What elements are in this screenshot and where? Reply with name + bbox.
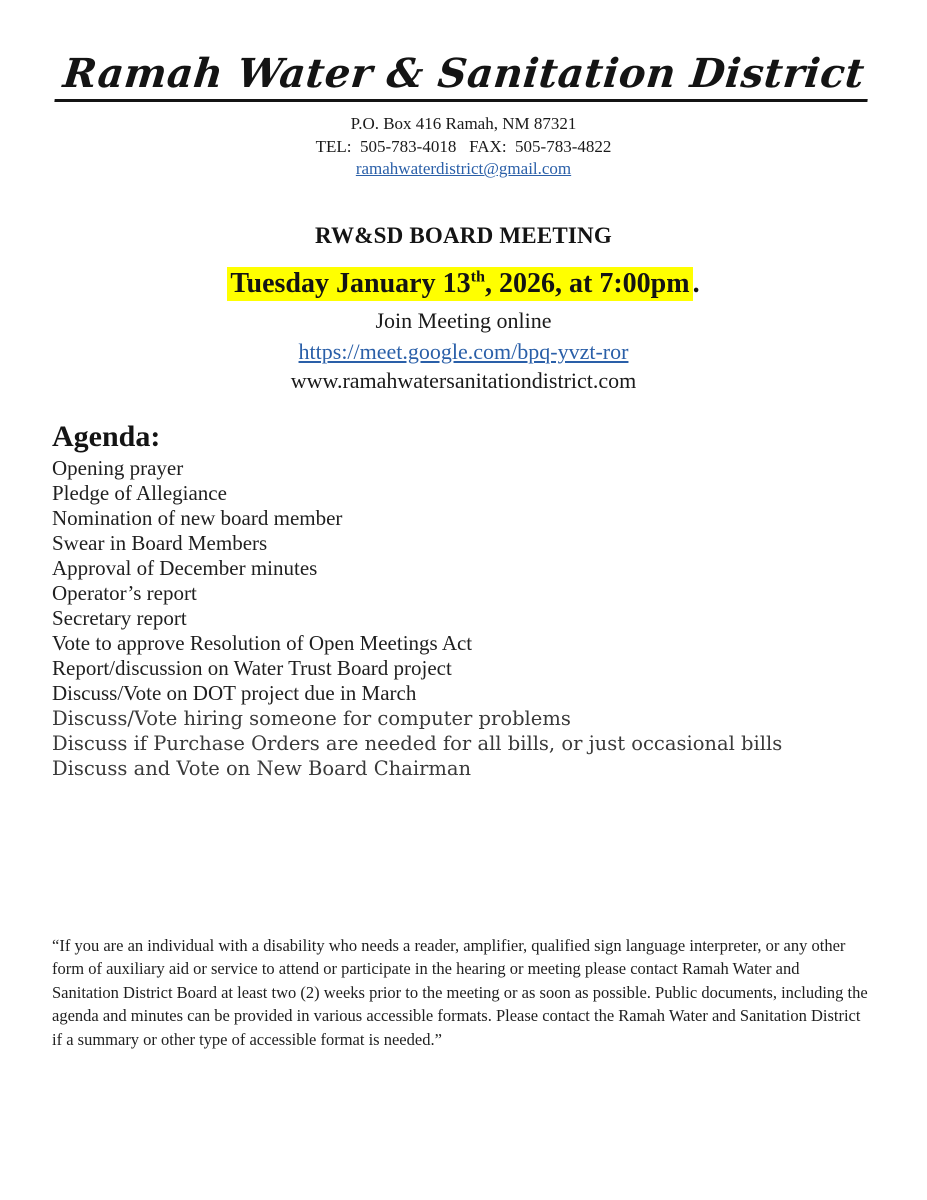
agenda-item: Discuss/Vote on DOT project due in March: [52, 680, 417, 705]
agenda-item: Pledge of Allegiance: [52, 481, 227, 506]
email-link[interactable]: ramahwaterdistrict@gmail.com: [355, 159, 572, 179]
phone-fax-line: TEL: 505-783-4018 FAX: 505-783-4822: [315, 136, 612, 156]
meeting-date-rest: , 2026, at 7:00pm: [485, 268, 690, 300]
organization-title: Ramah Water & Sanitation District: [54, 52, 872, 102]
agenda-item: Swear in Board Members: [52, 531, 268, 556]
agenda-item: Discuss and Vote on New Board Chairman: [52, 757, 472, 781]
meeting-date-period: .: [692, 268, 700, 300]
website-url: www.ramahwatersanitationdistrict.com: [290, 367, 637, 393]
meeting-title: RW&SD BOARD MEETING: [315, 223, 612, 249]
meeting-date-text: Tuesday January 13: [230, 268, 471, 300]
meeting-date-ordinal: th: [470, 267, 486, 286]
agenda-list: [52, 456, 927, 781]
agenda-item: Discuss/Vote hiring someone for computer problems: [52, 706, 571, 730]
email-line: [0, 158, 927, 181]
google-meet-link[interactable]: https://meet.google.com/bpq-yvzt-ror: [298, 338, 629, 364]
accessibility-notice: “If you are an individual with a disability who needs a reader, amplifier, qualified sign language interpreter, or any other form of auxiliary aid or service to attend or participate in the hearing or meeting please contact Ramah Water and Sanitation District Board at least two (2) weeks prior to the meeting or as soon as possible. Public documents, including the agenda and minutes can be provided in various accessible formats. Please contact the Ramah Water and Sanitation District if a summary or other type of accessible format is needed.”: [52, 936, 868, 1049]
agenda-item: Opening prayer: [52, 456, 184, 481]
agenda-section: [0, 420, 927, 782]
agenda-item: Operator’s report: [52, 581, 197, 606]
agenda-item: Approval of December minutes: [52, 556, 318, 581]
contact-block: [0, 113, 927, 181]
meeting-date-line: [0, 266, 927, 301]
agenda-item: Nomination of new board member: [52, 506, 343, 531]
meet-link-row: [0, 336, 927, 365]
join-meeting-label: Join Meeting online: [375, 308, 552, 334]
agenda-item: Report/discussion on Water Trust Board project: [52, 655, 452, 680]
agenda-item: Discuss if Purchase Orders are needed for all bills, or just occasional bills: [52, 732, 783, 756]
agenda-item: Vote to approve Resolution of Open Meetings Act: [52, 631, 473, 655]
mailing-address: P.O. Box 416 Ramah, NM 87321: [350, 114, 577, 134]
agenda-heading: Agenda:: [52, 419, 161, 453]
masthead: [0, 0, 927, 181]
meeting-date-highlight: [227, 267, 692, 301]
meeting-block: [0, 223, 927, 394]
agenda-item: Secretary report: [52, 606, 187, 631]
